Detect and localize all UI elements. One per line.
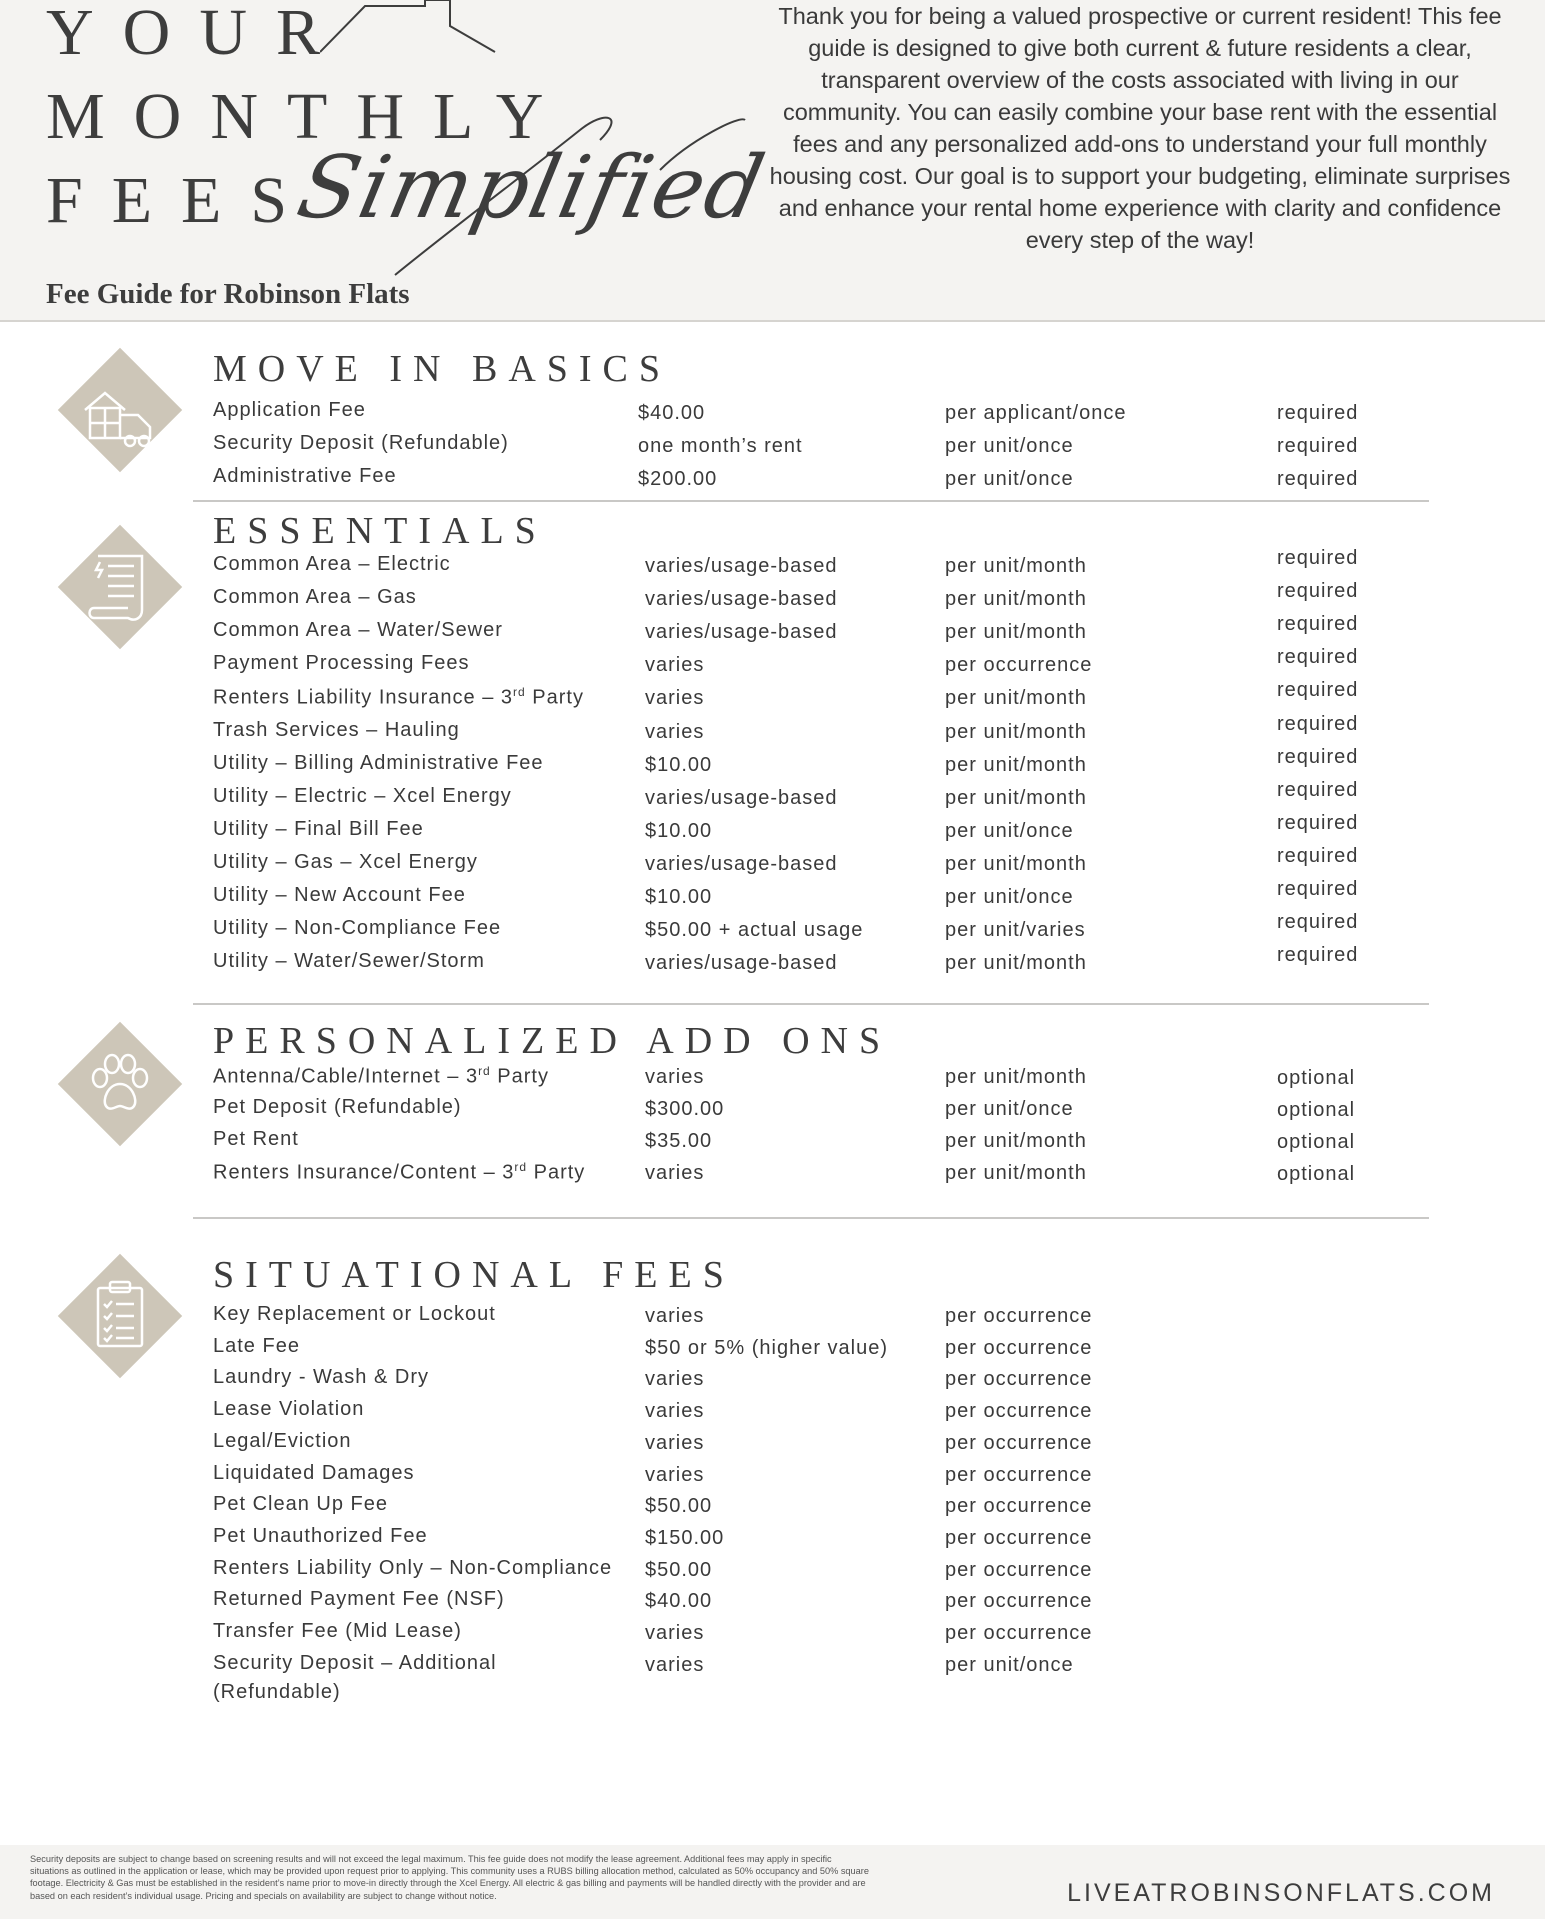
fee-name: Trash Services – Hauling (213, 718, 460, 741)
fee-status: required (1277, 580, 1359, 603)
fee-name: Pet Unauthorized Fee (213, 1524, 428, 1547)
table-row (0, 1557, 1545, 1585)
fee-frequency: per unit/month (945, 753, 1087, 776)
fee-amount: varies (645, 654, 705, 677)
fee-amount: varies/usage-based (645, 621, 838, 644)
fee-amount: varies/usage-based (645, 588, 838, 611)
fee-status: required (1277, 878, 1359, 900)
fee-amount: $50.00 + actual usage (645, 919, 864, 942)
footer-disclaimer: Security deposits are subject to change based on screening results and will not exceed the legal maximum. This fee guide does not modify the lease agreement. Additional fees may apply in specific situations as outlined in the application or lease, which may be provided upon request prior to applying. This community uses a RUBS billing allocation method, calculated as 50% occupancy and 50% square footage. Electricity & Gas must be established in the resident’s name prior to move-in directly through the Xcel Energy. All electric & gas billing and payments will be handled directly with the provider and are based on each resident’s individual usage. Pricing and specials on availability are subject to change without notice. (30, 1854, 869, 1901)
fee-amount: $40.00 (645, 1590, 713, 1613)
fee-frequency: per occurrence (945, 1622, 1093, 1644)
table-row (0, 1303, 1545, 1331)
fee-status: required (1277, 547, 1359, 569)
fee-status: required (1277, 844, 1359, 867)
fee-amount: varies (645, 1431, 705, 1454)
table-row (0, 844, 1545, 879)
table-row (0, 1335, 1545, 1363)
fee-status: required (1277, 712, 1359, 735)
title-line-monthly: MONTHLY (46, 80, 573, 153)
fee-status: required (1277, 911, 1359, 934)
fee-name: Late Fee (213, 1334, 300, 1357)
fee-amount: $150.00 (645, 1526, 725, 1549)
page-header (0, 0, 1545, 322)
fee-frequency: per occurrence (945, 1463, 1093, 1486)
table-row (0, 580, 1545, 614)
fee-amount: $40.00 (638, 402, 706, 424)
fee-name: Returned Payment Fee (NSF) (213, 1588, 505, 1611)
title-line-fees: FEES (46, 164, 317, 237)
fee-frequency: per unit/month (945, 621, 1087, 644)
table-row (0, 399, 1545, 427)
fee-frequency: per occurrence (945, 1305, 1093, 1327)
table-row (0, 646, 1545, 680)
fee-name: Common Area – Water/Sewer (213, 619, 503, 642)
fee-frequency: per unit/month (945, 1162, 1087, 1184)
fee-frequency: per unit/month (945, 720, 1087, 743)
fee-amount: $50.00 (645, 1495, 713, 1518)
fee-name: Laundry - Wash & Dry (213, 1366, 429, 1389)
fee-frequency: per unit/once (945, 886, 1074, 908)
fee-name: Key Replacement or Lockout (213, 1303, 496, 1325)
section-divider (193, 500, 1429, 502)
fee-amount: varies/usage-based (645, 555, 838, 577)
section-title-addons: PERSONALIZED ADD ONS (213, 1020, 892, 1062)
fee-status: required (1277, 646, 1359, 669)
intro-paragraph: Thank you for being a valued prospective or current resident! This fee guide is designed to give both current & future residents a clear, transparent overview of the costs associated with living in our community. You can easily combine your base rent with the essential fees and any personalized add-ons to understand your full monthly housing cost. Our goal is to support your budgeting, eliminate surprises and enhance your rental home experience with clarity and confidence every step of the way! (769, 3, 1511, 253)
fee-name: Utility – Electric – Xcel Energy (213, 784, 512, 807)
fee-frequency: per unit/month (945, 952, 1087, 975)
website-link[interactable]: LIVEATROBINSONFLATS.COM (1067, 1879, 1495, 1907)
table-row (0, 1064, 1545, 1092)
fee-frequency: per applicant/once (945, 402, 1127, 424)
fee-frequency: per occurrence (945, 1526, 1093, 1549)
fee-name: Renters Insurance/Content – 3rd Party (213, 1160, 586, 1184)
fee-name: Utility – Gas – Xcel Energy (213, 850, 478, 873)
fee-name: Lease Violation (213, 1398, 365, 1421)
table-row (0, 465, 1545, 493)
fee-frequency: per occurrence (945, 1495, 1093, 1518)
table-row (0, 1128, 1545, 1156)
fee-name: Security Deposit – Additional (Refundable) (213, 1651, 497, 1703)
fee-status: required (1277, 435, 1359, 457)
fee-status: required (1277, 778, 1359, 801)
fee-name: Renters Liability Insurance – 3rd Party (213, 685, 584, 710)
section-title-situational: SITUATIONAL FEES (213, 1254, 735, 1296)
fee-amount: $35.00 (645, 1130, 713, 1152)
table-row (0, 1493, 1545, 1521)
title-script-simplified: Simplified (289, 138, 774, 238)
fee-amount: varies (645, 1400, 705, 1423)
fee-frequency: per occurrence (945, 1400, 1093, 1423)
table-row (0, 745, 1545, 780)
table-row (0, 613, 1545, 647)
fee-amount: varies (645, 1162, 705, 1184)
fee-amount: $10.00 (645, 886, 713, 908)
fee-name: Liquidated Damages (213, 1461, 415, 1484)
fee-status: required (1277, 944, 1359, 967)
fee-status: optional (1277, 1163, 1356, 1185)
table-row (0, 878, 1545, 912)
fee-frequency: per occurrence (945, 1590, 1093, 1613)
fee-frequency: per unit/varies (945, 919, 1086, 942)
fee-frequency: per occurrence (945, 654, 1093, 677)
fee-frequency: per unit/once (945, 819, 1074, 842)
fee-amount: varies/usage-based (645, 852, 838, 875)
fee-name: Pet Clean Up Fee (213, 1493, 388, 1516)
fee-name: Legal/Eviction (213, 1429, 352, 1452)
fee-frequency: per occurrence (945, 1368, 1093, 1391)
table-row (0, 811, 1545, 846)
fee-name: Antenna/Cable/Internet – 3rd Party (213, 1064, 549, 1088)
table-row (0, 432, 1545, 460)
fee-amount: one month’s rent (638, 435, 803, 457)
fee-status: optional (1277, 1067, 1356, 1089)
section-title-move-in: MOVE IN BASICS (213, 348, 672, 390)
fee-frequency: per unit/month (945, 588, 1087, 611)
fee-name: Pet Deposit (Refundable) (213, 1096, 462, 1118)
table-row (0, 911, 1545, 945)
fee-name: Utility – Water/Sewer/Storm (213, 950, 485, 973)
fee-name: Utility – Non-Compliance Fee (213, 917, 502, 940)
table-row (0, 1430, 1545, 1458)
section-title-essentials: ESSENTIALS (213, 510, 547, 552)
table-row (0, 1096, 1545, 1124)
fee-status: required (1277, 745, 1359, 768)
fee-frequency: per unit/month (945, 852, 1087, 875)
fee-amount: $10.00 (645, 753, 713, 776)
fee-amount: $10.00 (645, 819, 713, 842)
fee-status: required (1277, 468, 1359, 490)
fee-status: required (1277, 613, 1359, 636)
table-row (0, 1366, 1545, 1394)
fee-frequency: per unit/month (945, 1066, 1087, 1088)
fee-frequency: per unit/once (945, 1653, 1074, 1676)
section-divider (193, 1217, 1429, 1219)
fee-frequency: per unit/once (945, 1098, 1074, 1120)
table-row (0, 1620, 1545, 1648)
fee-name: Administrative Fee (213, 465, 397, 487)
section-divider (193, 1003, 1429, 1005)
fee-frequency: per unit/month (945, 786, 1087, 809)
table-row (0, 1651, 1545, 1703)
fee-name: Renters Liability Only – Non-Compliance (213, 1556, 613, 1579)
table-row (0, 547, 1545, 581)
fee-frequency: per occurrence (945, 1558, 1093, 1581)
fee-frequency: per unit/once (945, 468, 1074, 490)
table-row (0, 679, 1545, 713)
script-flourish-icon (390, 110, 750, 280)
fee-amount: varies (645, 1305, 705, 1327)
fee-name: Security Deposit (Refundable) (213, 432, 509, 454)
table-row (0, 1525, 1545, 1553)
fee-name: Common Area – Electric (213, 553, 451, 575)
table-row (0, 1588, 1545, 1616)
fee-name: Application Fee (213, 399, 366, 421)
table-row (0, 944, 1545, 978)
fee-status: optional (1277, 1099, 1356, 1121)
fee-name: Payment Processing Fees (213, 652, 470, 675)
table-row (0, 778, 1545, 813)
fee-name: Utility – Billing Administrative Fee (213, 751, 544, 774)
fee-frequency: per unit/month (945, 555, 1087, 577)
fee-amount: varies (645, 687, 705, 710)
title-line-your: YOUR (46, 0, 350, 69)
fee-status: optional (1277, 1131, 1356, 1153)
fee-amount: varies (645, 1653, 705, 1676)
fee-amount: varies/usage-based (645, 786, 838, 809)
roof-line-icon (320, 0, 500, 60)
table-row (0, 1398, 1545, 1426)
fee-amount: varies (645, 1463, 705, 1486)
fee-frequency: per unit/once (945, 435, 1074, 457)
fee-frequency: per occurrence (945, 1431, 1093, 1454)
table-row (0, 1462, 1545, 1490)
fee-frequency: per occurrence (945, 1336, 1093, 1359)
page-footer (0, 1845, 1545, 1919)
fee-status: required (1277, 679, 1359, 702)
fee-amount: varies (645, 1622, 705, 1644)
fee-amount: varies/usage-based (645, 952, 838, 975)
fee-amount: $200.00 (638, 468, 718, 490)
fee-name: Utility – New Account Fee (213, 884, 466, 906)
fee-amount: $50.00 (645, 1558, 713, 1581)
fee-amount: varies (645, 1368, 705, 1391)
table-row (0, 712, 1545, 747)
fee-name: Transfer Fee (Mid Lease) (213, 1620, 462, 1642)
fee-amount: varies (645, 1066, 705, 1088)
fee-amount: $50 or 5% (higher value) (645, 1336, 889, 1359)
subtitle-fee-guide: Fee Guide for Robinson Flats (46, 278, 410, 310)
fee-status: required (1277, 811, 1359, 834)
fee-name: Pet Rent (213, 1128, 299, 1150)
fee-frequency: per unit/month (945, 687, 1087, 710)
fee-name: Utility – Final Bill Fee (213, 817, 424, 840)
table-row (0, 1160, 1545, 1188)
fee-status: required (1277, 402, 1359, 424)
fee-amount: varies (645, 720, 705, 743)
fee-name: Common Area – Gas (213, 586, 417, 609)
fee-amount: $300.00 (645, 1098, 725, 1120)
fee-frequency: per unit/month (945, 1130, 1087, 1152)
